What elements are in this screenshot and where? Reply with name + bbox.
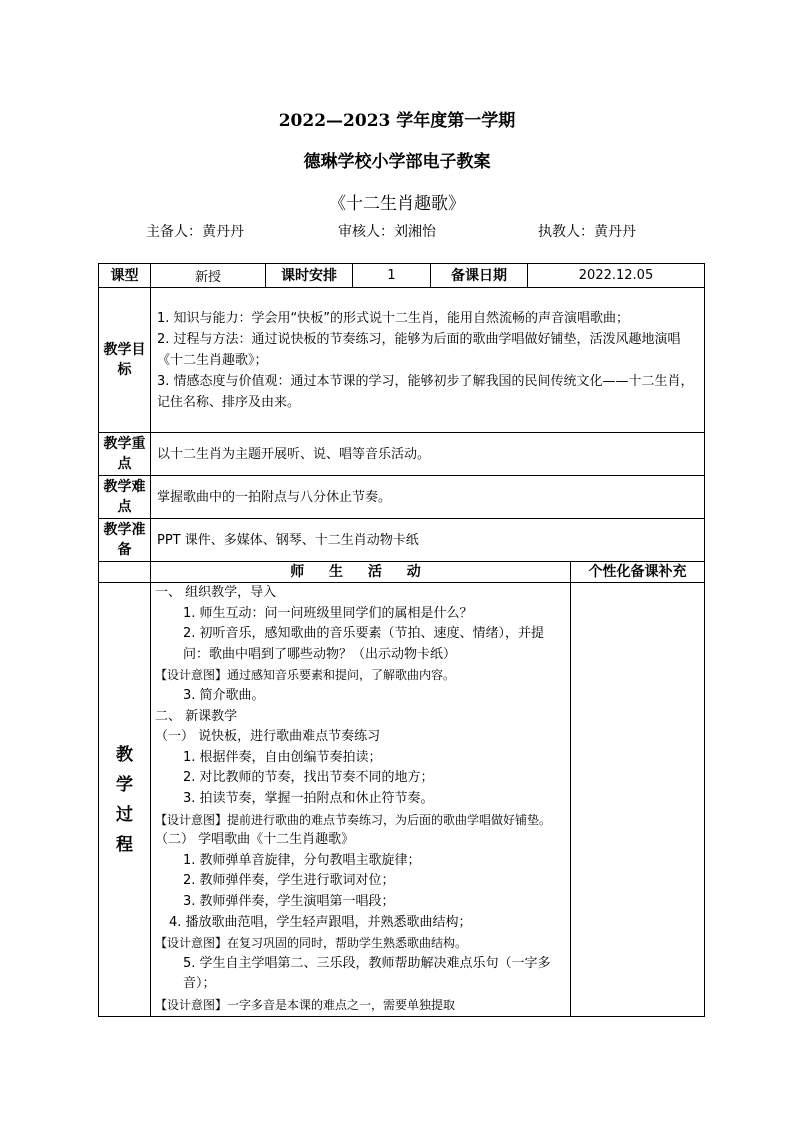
preparer-label: 主备人：黄丹丹 — [146, 224, 244, 240]
subsection-heading: （二） 学唱歌曲《十二生肖趣歌》 — [155, 832, 355, 848]
design-intent: 【设计意图】在复习巩固的同时，帮助学生熟悉歌曲结构。 — [155, 936, 468, 951]
table-row — [99, 519, 705, 562]
teacher-label: 执教人：黄丹丹 — [538, 224, 636, 240]
goal-item: 1. 知识与能力：学会用“快板”的形式说十二生肖，能用自然流畅的声音演唱歌曲； — [157, 310, 630, 326]
list-item: 2. 对比教师的节奏，找出节奏不同的地方； — [183, 770, 434, 786]
design-intent: 【设计意图】提前进行歌曲的难点节奏练习，为后面的歌曲学唱做好铺垫。 — [155, 812, 552, 827]
goal-item: 2. 过程与方法：通过说快板的节奏练习，能够为后面的歌曲学唱做好铺垫，活泼风趣地演唱《十二生肖趣歌》； — [157, 331, 681, 368]
type-value: 新授 — [151, 264, 266, 288]
table-row — [99, 433, 705, 476]
list-item: 2. 初听音乐，感知歌曲的音乐要素（节拍、速度、情绪），并提问：歌曲中唱到了哪些动物？（出示动物卡纸） — [183, 626, 545, 662]
list-item: 5. 学生自主学唱第二、三乐段，教师帮助解决难点乐句（一字多音）； — [183, 955, 551, 992]
lesson-plan-table — [98, 263, 705, 1017]
school-year-title: 2022—2023 学年度第一学期 — [278, 111, 516, 131]
hours-value: 1 — [353, 264, 431, 288]
process-label — [99, 583, 151, 1017]
list-item: 1. 教师弹单音旋律，分句教唱主歌旋律； — [183, 852, 421, 868]
difficulty-value: 掌握歌曲中的一拍附点与八分休止节奏。 — [151, 476, 705, 519]
type-label: 课型 — [99, 264, 151, 288]
list-item: 3. 简介歌曲。 — [183, 687, 265, 703]
supplement-header: 个性化备课补充 — [571, 562, 705, 583]
list-item: 4. 播放歌曲范唱，学生轻声跟唱，并熟悉歌曲结构； — [169, 914, 472, 930]
list-item: 3. 拍读节奏，掌握一拍附点和休止符节奏。 — [183, 790, 434, 806]
reviewer-label: 审核人：刘湘怡 — [338, 224, 436, 240]
list-item: 2. 教师弹伴奏，学生进行歌词对位； — [183, 873, 395, 889]
section-heading: 一、 组织教学，导入 — [155, 585, 277, 600]
focus-value: 以十二生肖为主题开展听、说、唱等音乐活动。 — [151, 433, 705, 476]
supplement-cell — [571, 583, 705, 1017]
lesson-title: 《十二生肖趣歌》 — [329, 194, 465, 214]
list-item: 1. 师生互动：问一问班级里同学们的属相是什么？ — [183, 605, 473, 621]
design-intent: 【设计意图】通过感知音乐要素和提问，了解歌曲内容。 — [155, 668, 456, 683]
prep-value: PPT 课件、多媒体、钢琴、十二生肖动物卡纸 — [151, 519, 705, 562]
date-label: 备课日期 — [431, 264, 528, 288]
list-item: 3. 教师弹伴奏，学生演唱第一唱段； — [183, 893, 395, 909]
hours-label: 课时安排 — [266, 264, 353, 288]
document-title: 德琳学校小学部电子教案 — [303, 152, 491, 172]
section-heading: 二、 新课教学 — [155, 708, 238, 724]
focus-label: 教学重点 — [99, 433, 151, 476]
goal-item: 3. 情感态度与价值观：通过本节课的学习，能够初步了解我国的民间传统文化——十二生肖，记住名称、排序及由来。 — [157, 373, 694, 410]
table-row — [99, 264, 705, 288]
goals-label: 教学目标 — [99, 288, 151, 433]
blank-cell — [99, 562, 151, 583]
date-value: 2022.12.05 — [528, 264, 705, 288]
subsection-heading: （一） 说快板，进行歌曲难点节奏练习 — [155, 729, 381, 745]
table-row — [99, 476, 705, 519]
table-row — [99, 562, 705, 583]
activity-header: 师 生 活 动 — [151, 562, 571, 583]
process-content — [151, 583, 571, 1017]
process-label-text: 教学过程 — [116, 744, 133, 855]
table-row — [99, 288, 705, 433]
list-item: 1. 根据伴奏，自由创编节奏拍读； — [183, 749, 382, 765]
table-row — [99, 583, 705, 1017]
difficulty-label: 教学难点 — [99, 476, 151, 519]
goals-content — [151, 288, 705, 433]
prep-label: 教学准备 — [99, 519, 151, 562]
design-intent: 【设计意图】一字多音是本课的难点之一，需要单独提取 — [155, 997, 456, 1012]
